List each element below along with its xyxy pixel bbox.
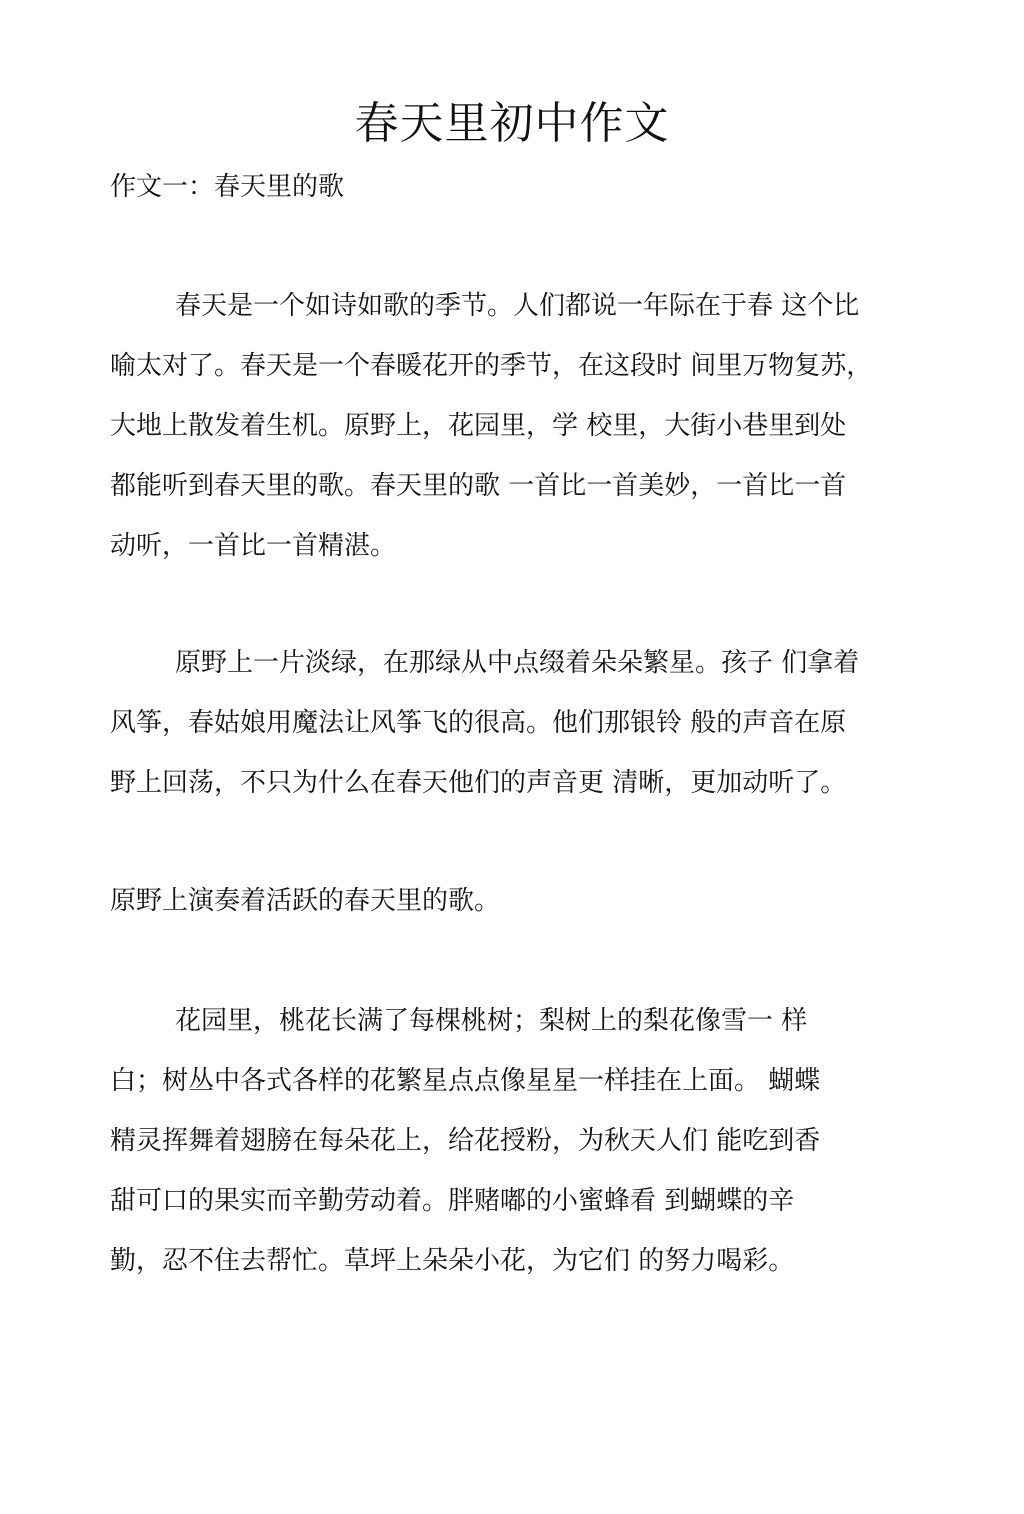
paragraph-line: 春天是一个如诗如歌的季节。人们都说一年际在于春 这个比 bbox=[175, 291, 860, 321]
paragraph-line: 白；树丛中各式各样的花繁星点点像星星一样挂在上面。 蝴蝶 bbox=[110, 1066, 821, 1096]
paragraph-2 bbox=[110, 643, 930, 823]
paragraph-line: 原野上一片淡绿，在那绿从中点缀着朵朵繁星。孩子 们拿着 bbox=[175, 648, 860, 678]
paragraph-line: 动听，一首比一首精湛。 bbox=[110, 531, 397, 561]
paragraph-line: 大地上散发着生机。原野上，花园里，学 校里，大街小巷里到处 bbox=[110, 411, 847, 441]
paragraph-line: 风筝，春姑娘用魔法让风筝飞的很高。他们那银铃 般的声音在原 bbox=[110, 708, 847, 738]
paragraph-4 bbox=[110, 1001, 930, 1301]
paragraph-line: 原野上演奏着活跃的春天里的歌。 bbox=[110, 886, 501, 916]
paragraph-1 bbox=[110, 286, 930, 586]
paragraph-3 bbox=[110, 881, 930, 941]
paragraph-line: 喻太对了。春天是一个春暖花开的季节，在这段时 间里万物复苏， bbox=[110, 351, 873, 381]
paragraph-line: 野上回荡，不只为什么在春天他们的声音更 清晰，更加动听了。 bbox=[110, 768, 847, 798]
paragraph-line: 花园里，桃花长满了每棵桃树；梨树上的梨花像雪一 样 bbox=[175, 1006, 808, 1036]
essay-subtitle: 作文一：春天里的歌 bbox=[110, 172, 345, 202]
paragraph-line: 都能听到春天里的歌。春天里的歌 一首比一首美妙，一首比一首 bbox=[110, 471, 847, 501]
paragraph-line: 甜可口的果实而辛勤劳动着。胖赌嘟的小蜜蜂看 到蝴蝶的辛 bbox=[110, 1186, 795, 1216]
document-title: 春天里初中作文 bbox=[354, 98, 670, 149]
paragraph-line: 勤，忍不住去帮忙。草坪上朵朵小花，为它们 的努力喝彩。 bbox=[110, 1246, 795, 1276]
paragraph-line: 精灵挥舞着翅膀在每朵花上，给花授粉，为秋天人们 能吃到香 bbox=[110, 1126, 821, 1156]
